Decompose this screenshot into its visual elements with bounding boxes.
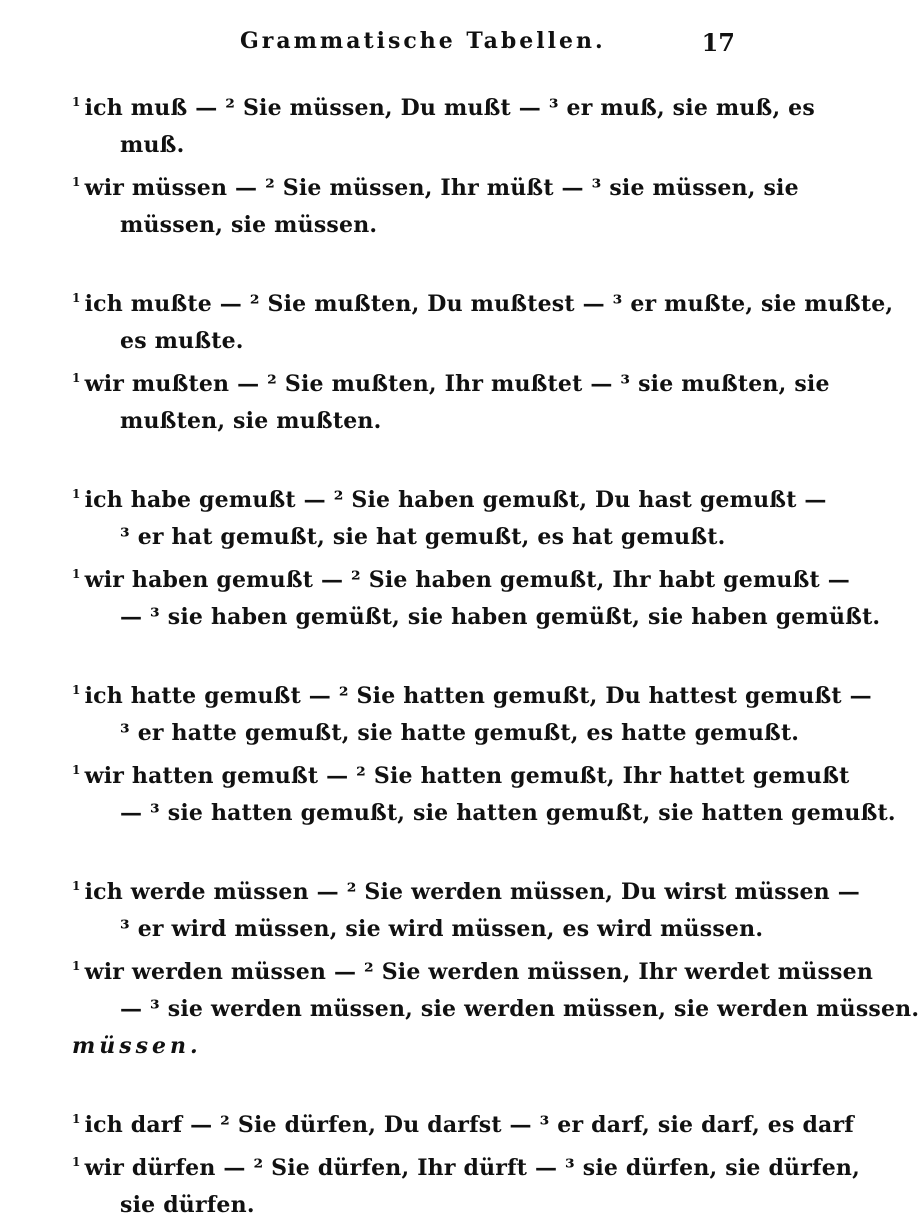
text-line [72, 1144, 860, 1187]
person-number: 1 [72, 371, 81, 385]
line-text: wir haben gemußt — ² Sie haben gemußt, Ihr habt gemußt — [84, 567, 850, 593]
text-line [72, 403, 737, 440]
text-line [72, 1187, 737, 1224]
line-text: ich mußte — ² Sie mußten, Du mußtest — ³ er mußte, sie mußte, [84, 291, 894, 317]
line-text: wir mußten — ² Sie mußten, Ihr mußtet — ³ sie mußten, sie [84, 371, 830, 397]
line-text: wir werden müssen — ² Sie werden müssen, Ihr werdet müssen [84, 959, 874, 985]
person-number: 1 [72, 487, 81, 501]
text-line [72, 519, 737, 556]
text-line [72, 476, 827, 519]
text-line [72, 868, 860, 911]
person-number: 1 [72, 567, 81, 581]
person-number: 1 [72, 959, 81, 973]
line-text: muß. [120, 132, 185, 158]
text-line [72, 164, 799, 207]
person-number: 1 [72, 291, 81, 305]
page-header [0, 28, 793, 62]
text-line [72, 715, 800, 752]
text-line [72, 752, 850, 795]
text-line [72, 127, 737, 164]
text-line [72, 672, 872, 715]
line-text: wir hatten gemußt — ² Sie hatten gemußt, Ihr hattet gemußt [84, 763, 850, 789]
text-line [72, 991, 919, 1028]
person-number: 1 [72, 1155, 81, 1169]
person-number: 1 [72, 95, 81, 109]
line-text: ³ er wird müssen, sie wird müssen, es wird müssen. [120, 916, 764, 942]
person-number: 1 [72, 175, 81, 189]
text-line [72, 360, 830, 403]
person-number: 1 [72, 879, 81, 893]
paradigm-pluperfect [72, 672, 896, 832]
text-line [72, 911, 764, 948]
text-line [72, 795, 896, 832]
line-text: sie dürfen. [120, 1192, 255, 1218]
page-number: 17 [701, 28, 735, 57]
text-line [72, 207, 737, 244]
text-line [72, 84, 815, 127]
running-title: Grammatische Tabellen. [240, 28, 606, 54]
text-line [72, 599, 881, 636]
line-text: ³ er hat gemußt, sie hat gemußt, es hat gemußt. [120, 524, 726, 550]
line-text: ich muß — ² Sie müssen, Du mußt — ³ er muß, sie muß, es [84, 95, 815, 121]
line-text: ³ er hatte gemußt, sie hatte gemußt, es hatte gemußt. [120, 720, 800, 746]
conjugation-table [72, 84, 919, 1224]
line-text: es mußte. [120, 328, 244, 354]
line-text: ich habe gemußt — ² Sie haben gemußt, Du hast gemußt — [84, 487, 827, 513]
text-line [72, 556, 850, 599]
text-line [72, 280, 894, 323]
person-number: 1 [72, 763, 81, 777]
line-text: mußten, sie mußten. [120, 408, 382, 434]
line-text: müssen. [72, 1033, 202, 1059]
line-text: ich darf — ² Sie dürfen, Du darfst — ³ er darf, sie darf, es darf [84, 1112, 854, 1138]
line-text: ich hatte gemußt — ² Sie hatten gemußt, Du hattest gemußt — [84, 683, 872, 709]
text-line [72, 1101, 854, 1144]
paradigm-preterite [72, 280, 894, 440]
line-text: — ³ sie werden müssen, sie werden müssen, sie werden müssen. [120, 996, 919, 1022]
line-text: müssen, sie müssen. [120, 212, 378, 238]
line-text: wir dürfen — ² Sie dürfen, Ihr dürft — ³ sie dürfen, sie dürfen, [84, 1155, 860, 1181]
person-number: 1 [72, 1112, 81, 1126]
paradigm-perfect [72, 476, 881, 636]
text-line [72, 323, 737, 360]
paradigm-duerfen [72, 1101, 860, 1224]
line-text: wir müssen — ² Sie müssen, Ihr müßt — ³ sie müssen, sie [84, 175, 799, 201]
person-number: 1 [72, 683, 81, 697]
section-heading [72, 1028, 737, 1065]
line-text: — ³ sie haben gemüßt, sie haben gemüßt, sie haben gemüßt. [120, 604, 881, 630]
paradigm-present [72, 84, 815, 244]
text-line [72, 948, 874, 991]
line-text: — ³ sie hatten gemußt, sie hatten gemußt, sie hatten gemußt. [120, 800, 896, 826]
paradigm-future [72, 868, 919, 1065]
line-text: ich werde müssen — ² Sie werden müssen, Du wirst müssen — [84, 879, 860, 905]
